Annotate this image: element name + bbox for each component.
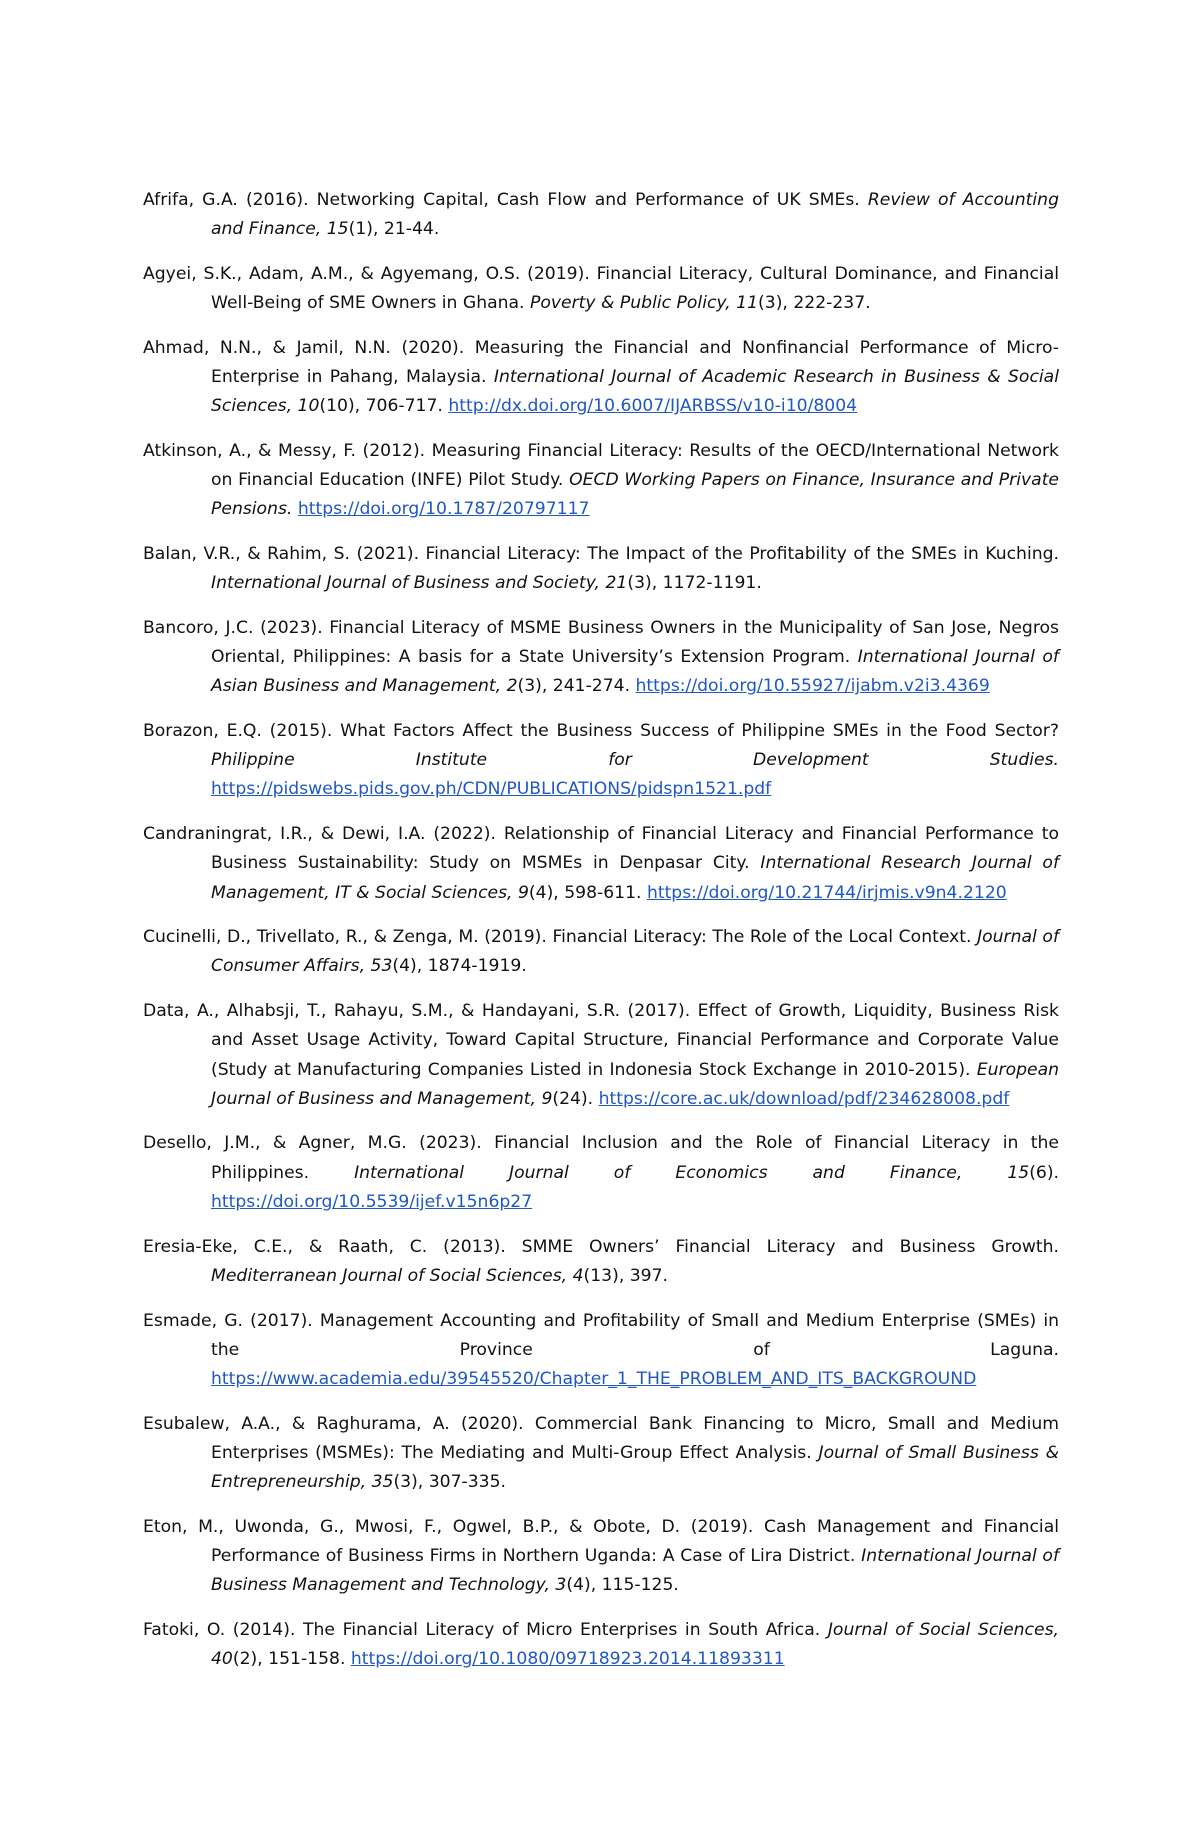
reference-text: Ahmad, N.N., & Jamil, N.N. (2020). Measuring the Financial and Nonfinancial Performance of Micro-Enterprise in Pahang, Malaysia. [143, 337, 1059, 388]
journal-title: International Research Journal of Management, IT & Social Sciences, 9 [211, 853, 1059, 903]
journal-title: International Journal of Economics and Finance, 15 [354, 1162, 1030, 1183]
reference-details: (6). [1029, 1162, 1059, 1183]
reference-text: Atkinson, A., & Messy, F. (2012). Measuring Financial Literacy: Results of the OECD/International Network on Financial Education (INFE) Pilot Study. [143, 440, 1059, 491]
reference-text: Fatoki, O. (2014). The Financial Literacy of Micro Enterprises in South Africa. [143, 1619, 828, 1640]
reference-details: (4), 1874-1919. [392, 956, 527, 977]
reference-details: (4), 598-611. [528, 882, 647, 903]
reference-entry [143, 260, 1059, 318]
reference-entry [143, 1410, 1059, 1498]
reference-list [143, 186, 1059, 1690]
journal-title: European Journal of Business and Management, 9 [211, 1059, 1059, 1109]
reference-details: (2), 151-158. [232, 1649, 351, 1670]
reference-details: (3), 307-335. [393, 1472, 507, 1493]
journal-title: Poverty & Public Policy, 11 [529, 293, 759, 314]
reference-link[interactable]: https://www.academia.edu/39545520/Chapter_1_THE_PROBLEM_AND_ITS_BACKGROUND [211, 1368, 977, 1389]
reference-text: Afrifa, G.A. (2016). Networking Capital, Cash Flow and Performance of UK SMEs. [143, 190, 868, 210]
reference-entry [143, 997, 1059, 1114]
reference-text: Data, A., Alhabsji, T., Rahayu, S.M., & Handayani, S.R. (2017). Effect of Growth, Liquidity, Business Risk and Asset Usage Activity, Toward Capital Structure, Financial Performance and Corporate Value (Study at Manufacturing Companies Listed in Indonesia Stock Exchange in 2010-2015). [143, 1001, 1059, 1080]
reference-entry [143, 1233, 1059, 1291]
reference-text: Borazon, E.Q. (2015). What Factors Affect the Business Success of Philippine SMEs in the Food Sector? [143, 721, 1059, 742]
journal-title: Journal of Social Sciences, 40 [211, 1619, 1059, 1670]
reference-text: Agyei, S.K., Adam, A.M., & Agyemang, O.S. (2019). Financial Literacy, Cultural Dominance, and Financial Well-Being of SME Owners in Ghana. [143, 263, 1059, 314]
reference-text: Balan, V.R., & Rahim, S. (2021). Financial Literacy: The Impact of the Profitability of the SMEs in Kuching. [143, 544, 1059, 565]
reference-details: (3), 222-237. [758, 293, 871, 314]
journal-title: Journal of Consumer Affairs, 53 [211, 927, 1059, 977]
reference-entry [143, 1616, 1059, 1674]
reference-details: (10), 706-717. [319, 396, 449, 417]
reference-details: (3), 241-274. [517, 676, 636, 697]
reference-entry [143, 614, 1059, 702]
reference-text: Bancoro, J.C. (2023). Financial Literacy of MSME Business Owners in the Municipality of San Jose, Negros Oriental, Philippines: A basis for a State University’s Extension Program. [143, 617, 1059, 668]
reference-details: (24). [552, 1088, 599, 1109]
journal-title: International Journal of Business and Society, 21 [211, 573, 628, 594]
reference-text: Candraningrat, I.R., & Dewi, I.A. (2022). Relationship of Financial Literacy and Financial Performance to Business Sustainability: Study on MSMEs in Denpasar City. [143, 824, 1059, 874]
journal-title: Journal of Small Business & Entrepreneurship, 35 [211, 1442, 1059, 1493]
reference-link[interactable]: https://doi.org/10.21744/irjmis.v9n4.2120 [646, 882, 1007, 903]
reference-text: Eresia-Eke, C.E., & Raath, C. (2013). SMME Owners’ Financial Literacy and Business Growth. [143, 1236, 1059, 1257]
reference-details: (1), 21-44. [348, 219, 440, 240]
reference-entry [143, 437, 1059, 525]
reference-link[interactable]: https://doi.org/10.1080/09718923.2014.11893311 [350, 1649, 785, 1670]
reference-link[interactable]: https://doi.org/10.55927/ijabm.v2i3.4369 [635, 676, 990, 697]
reference-details: (3), 1172-1191. [627, 573, 762, 594]
reference-entry [143, 717, 1059, 805]
reference-entry [143, 1307, 1059, 1395]
reference-entry [143, 334, 1059, 422]
reference-link[interactable]: https://doi.org/10.5539/ijef.v15n6p27 [211, 1191, 533, 1212]
journal-title: International Journal of Academic Research in Business & Social Sciences, 10 [211, 367, 1059, 417]
journal-title: OECD Working Papers on Finance, Insurance and Private Pensions. [211, 470, 1060, 520]
reference-link[interactable]: https://doi.org/10.1787/20797117 [297, 499, 590, 520]
journal-title: Mediterranean Journal of Social Sciences, 4 [211, 1265, 584, 1286]
reference-text: Esubalew, A.A., & Raghurama, A. (2020). Commercial Bank Financing to Micro, Small and Medium Enterprises (MSMEs): The Mediating and Multi-Group Effect Analysis. [143, 1413, 1059, 1463]
reference-link[interactable]: http://dx.doi.org/10.6007/IJARBSS/v10-i10/8004 [448, 396, 858, 417]
journal-title: Philippine Institute for Development Studies. [211, 750, 1059, 771]
reference-entry [143, 1129, 1059, 1217]
reference-text: Esmade, G. (2017). Management Accounting and Profitability of Small and Medium Enterprise (SMEs) in the Province of Laguna. [143, 1310, 1059, 1360]
reference-entry [143, 820, 1059, 908]
reference-text: Desello, J.M., & Agner, M.G. (2023). Financial Inclusion and the Role of Financial Literacy in the Philippines. [143, 1133, 1059, 1183]
reference-details: (13), 397. [583, 1265, 669, 1286]
reference-link[interactable]: https://pidswebs.pids.gov.ph/CDN/PUBLICATIONS/pidspn1521.pdf [211, 779, 772, 800]
reference-details: (4), 115-125. [566, 1575, 679, 1596]
reference-entry [143, 1513, 1059, 1601]
reference-text: Cucinelli, D., Trivellato, R., & Zenga, M. (2019). Financial Literacy: The Role of the Local Context. [143, 927, 978, 948]
journal-title: International Journal of Asian Business and Management, 2 [211, 647, 1059, 697]
reference-text: Eton, M., Uwonda, G., Mwosi, F., Ogwel, B.P., & Obote, D. (2019). Cash Management and Financial Performance of Business Firms in Northern Uganda: A Case of Lira District. [143, 1516, 1059, 1566]
journal-title: Review of Accounting and Finance, 15 [211, 190, 1059, 240]
reference-entry [143, 186, 1059, 244]
reference-entry [143, 923, 1059, 981]
journal-title: International Journal of Business Management and Technology, 3 [211, 1545, 1059, 1596]
reference-link[interactable]: https://core.ac.uk/download/pdf/234628008.pdf [598, 1088, 1010, 1109]
reference-entry [143, 540, 1059, 598]
